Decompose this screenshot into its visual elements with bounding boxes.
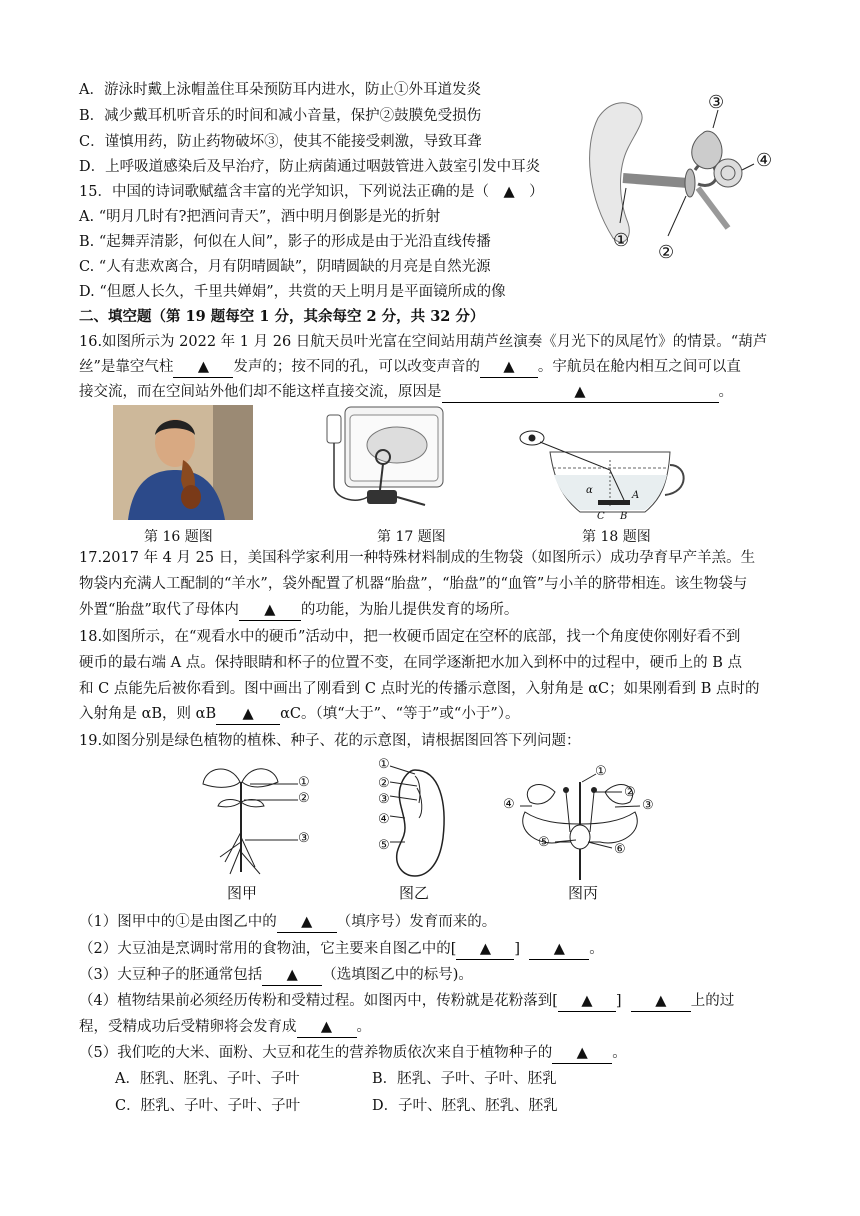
ear-label-2: ②	[658, 242, 675, 263]
q16-text-e: 。	[718, 384, 733, 400]
q16-line2	[79, 357, 741, 378]
q19-p4-blank-1[interactable]: ▲	[558, 991, 616, 1012]
q19-p2-blank-1[interactable]: ▲	[456, 939, 514, 960]
fig17-biobag	[325, 405, 455, 520]
q16-text-d: 接交流，而在空间站外他们却不能这样直接交流，原因是	[79, 384, 442, 400]
fig-jia-label-2: ②	[298, 791, 310, 806]
fig-bing-label-5: ⑤	[538, 835, 550, 850]
q18-line3: 和 C 点能先后被你看到。图中画出了刚看到 C 点时光的传播示意图，入射角是 αC；如果刚看到 B 点时的	[79, 681, 760, 697]
fig-jia-title: 图甲	[227, 884, 258, 902]
q16-blank-1[interactable]: ▲	[173, 357, 233, 378]
fig-yi-label-5: ⑤	[378, 838, 390, 853]
q19-p4-blank-2[interactable]: ▲	[631, 991, 691, 1012]
q16-text-c: 。宇航员在舱内相互之间可以直	[537, 359, 741, 375]
q14-option-c: C．谨慎用药，防止药物破坏③，使其不能接受刺激，导致耳聋	[79, 134, 482, 150]
q19-p1-blank[interactable]: ▲	[277, 912, 337, 933]
q17-line3	[79, 600, 518, 621]
fig18-point-b: B	[620, 511, 628, 522]
q14-option-d: D．上呼吸道感染后及早治疗，防止病菌通过咽鼓管进入鼓室引发中耳炎	[79, 159, 541, 175]
q19-p4-text-e: 。	[356, 1019, 371, 1035]
q17-line2: 物袋内充满人工配制的“羊水”，袋外配置了机器“胎盘”，“胎盘”的“血管”与小羊的脐带相连。该生物袋与	[79, 576, 748, 592]
fig17-caption: 第 17 题图	[377, 529, 446, 545]
q19-part3	[79, 965, 473, 986]
q19-option-d: D．子叶、胚乳、胚乳、胚乳	[372, 1098, 558, 1114]
fig18-point-a: A	[632, 490, 640, 501]
q18-text-a: 入射角是 αB，则 αB	[79, 706, 217, 722]
q19-p4-text-b: ]	[615, 993, 622, 1009]
fig18-cup	[510, 420, 695, 525]
q19-p3-text-a: （3）大豆种子的胚通常包括	[79, 967, 263, 983]
q18-line1: 18.如图所示，在“观看水中的硬币”活动中，把一枚硬币固定在空杯的底部，找一个角度使你刚好看不到	[79, 629, 741, 645]
q18-line4	[79, 704, 520, 725]
ear-label-1: ①	[613, 230, 630, 251]
fig-yi-title: 图乙	[399, 884, 430, 902]
q19-p1-text-a: （1）图甲中的①是由图乙中的	[79, 914, 277, 930]
q18-line2: 硬币的最右端 A 点。保持眼睛和杯子的位置不变，在同学逐渐把水加入到杯中的过程中，硬币上的 B 点	[79, 655, 743, 671]
q17-blank[interactable]: ▲	[239, 600, 301, 621]
q19-p3-text-b: （选填图乙中的标号)。	[322, 967, 473, 983]
fig-jia-label-1: ①	[298, 775, 310, 790]
q19-part4-cont	[79, 1017, 371, 1038]
q16-line3	[79, 382, 733, 403]
q19-option-a: A．胚乳、胚乳、子叶、子叶	[115, 1071, 300, 1087]
q19-p5-text-b: 。	[612, 1045, 627, 1061]
q19-option-b: B．胚乳、子叶、子叶、胚乳	[372, 1071, 557, 1087]
fig-bing-label-6: ⑥	[614, 842, 626, 857]
q16-text-a: 丝”是靠空气柱	[79, 359, 174, 375]
ear-label-4: ④	[756, 150, 773, 171]
q15-option-c: C. “人有悲欢离合，月有阴晴圆缺”，阴晴圆缺的月亮是自然光源	[79, 259, 491, 275]
q14-option-a: A．游泳时戴上泳帽盖住耳朵预防耳内进水，防止①外耳道发炎	[79, 82, 481, 98]
q19-p4-text-d: 程，受精成功后受精卵将会发育成	[79, 1019, 297, 1035]
q16-line1: 16.如图所示为 2022 年 1 月 26 日航天员叶光富在空间站用葫芦丝演奏《月光下的凤尾竹》的情景。“葫芦	[79, 334, 768, 350]
fig18-point-c: C	[597, 511, 605, 522]
q19-stem: 19.如图分别是绿色植物的植株、种子、花的示意图，请根据图回答下列问题：	[79, 733, 581, 749]
ear-figure	[578, 88, 778, 263]
q19-p5-blank[interactable]: ▲	[552, 1043, 612, 1064]
q19-part1	[79, 912, 496, 933]
q15-option-b: B. “起舞弄清影，何似在人间”，影子的形成是由于光沿直线传播	[79, 234, 491, 250]
q17-line1: 17.2017 年 4 月 25 日，美国科学家利用一种特殊材料制成的生物袋（如图所示）成功孕育早产羊羔。生	[79, 550, 756, 566]
fig-yi-label-3: ③	[378, 792, 390, 807]
fig18-caption: 第 18 题图	[582, 529, 651, 545]
fig-yi-label-1: ①	[378, 757, 390, 772]
fig-bing-label-2: ②	[624, 785, 636, 800]
q19-part5	[79, 1043, 627, 1064]
q17-text-a: 外置“胎盘”取代了母体内	[79, 602, 239, 618]
fig-yi-label-2: ②	[378, 776, 390, 791]
q19-p4-text-c: 上的过	[690, 993, 735, 1009]
q16-text-b: 发声的；按不同的孔，可以改变声音的	[233, 359, 480, 375]
q19-p2-text-c: 。	[589, 941, 604, 957]
q19-p2-text-a: （2）大豆油是烹调时常用的食物油，它主要来自图乙中的[	[79, 941, 457, 957]
q16-blank-3[interactable]: ▲	[442, 382, 719, 403]
fig-bing-flower	[500, 762, 665, 880]
q15-stem: 15．中国的诗词歌赋蕴含丰富的光学知识，下列说法正确的是（ ▲ ）	[79, 184, 544, 200]
fig-bing-label-4: ④	[503, 797, 515, 812]
q19-p3-blank[interactable]: ▲	[262, 965, 322, 986]
fig18-alpha: α	[586, 485, 593, 496]
fig16-photo	[113, 405, 253, 520]
q19-p4-text-a: （4）植物结果前必须经历传粉和受精过程。如图丙中，传粉就是花粉落到[	[79, 993, 558, 1009]
fig-bing-label-3: ③	[642, 798, 654, 813]
q19-option-c: C．胚乳、子叶、子叶、子叶	[115, 1098, 301, 1114]
fig-yi-label-4: ④	[378, 812, 390, 827]
q19-part4	[79, 991, 734, 1012]
fig16-caption: 第 16 题图	[144, 529, 213, 545]
q19-p5-text-a: （5）我们吃的大米、面粉、大豆和花生的营养物质依次来自于植物种子的	[79, 1045, 553, 1061]
fig-jia-label-3: ③	[298, 831, 310, 846]
q18-text-b: αC。（填“大于”、“等于”或“小于”）。	[280, 706, 520, 722]
q19-p1-text-b: （填序号）发育而来的。	[336, 914, 497, 930]
q15-option-d: D. “但愿人长久，千里共婵娟”，共赏的天上明月是平面镜所成的像	[79, 284, 506, 300]
q19-p2-blank-2[interactable]: ▲	[529, 939, 589, 960]
q19-part2	[79, 939, 604, 960]
ear-label-3: ③	[708, 92, 725, 113]
q19-p2-text-b: ]	[514, 941, 521, 957]
section2-title: 二、填空题（第 19 题每空 1 分，其余每空 2 分，共 32 分）	[79, 308, 485, 325]
fig-bing-label-1: ①	[595, 764, 607, 779]
q17-text-b: 的功能，为胎儿提供发育的场所。	[300, 602, 519, 618]
q18-blank[interactable]: ▲	[216, 704, 280, 725]
q15-option-a: A. “明月几时有?把酒问青天”，酒中明月倒影是光的折射	[79, 209, 441, 225]
q14-option-b: B．减少戴耳机听音乐的时间和减小音量，保护②鼓膜免受损伤	[79, 108, 482, 124]
q19-p4-blank-3[interactable]: ▲	[297, 1017, 357, 1038]
q16-blank-2[interactable]: ▲	[480, 357, 538, 378]
fig-bing-title: 图丙	[568, 884, 599, 902]
